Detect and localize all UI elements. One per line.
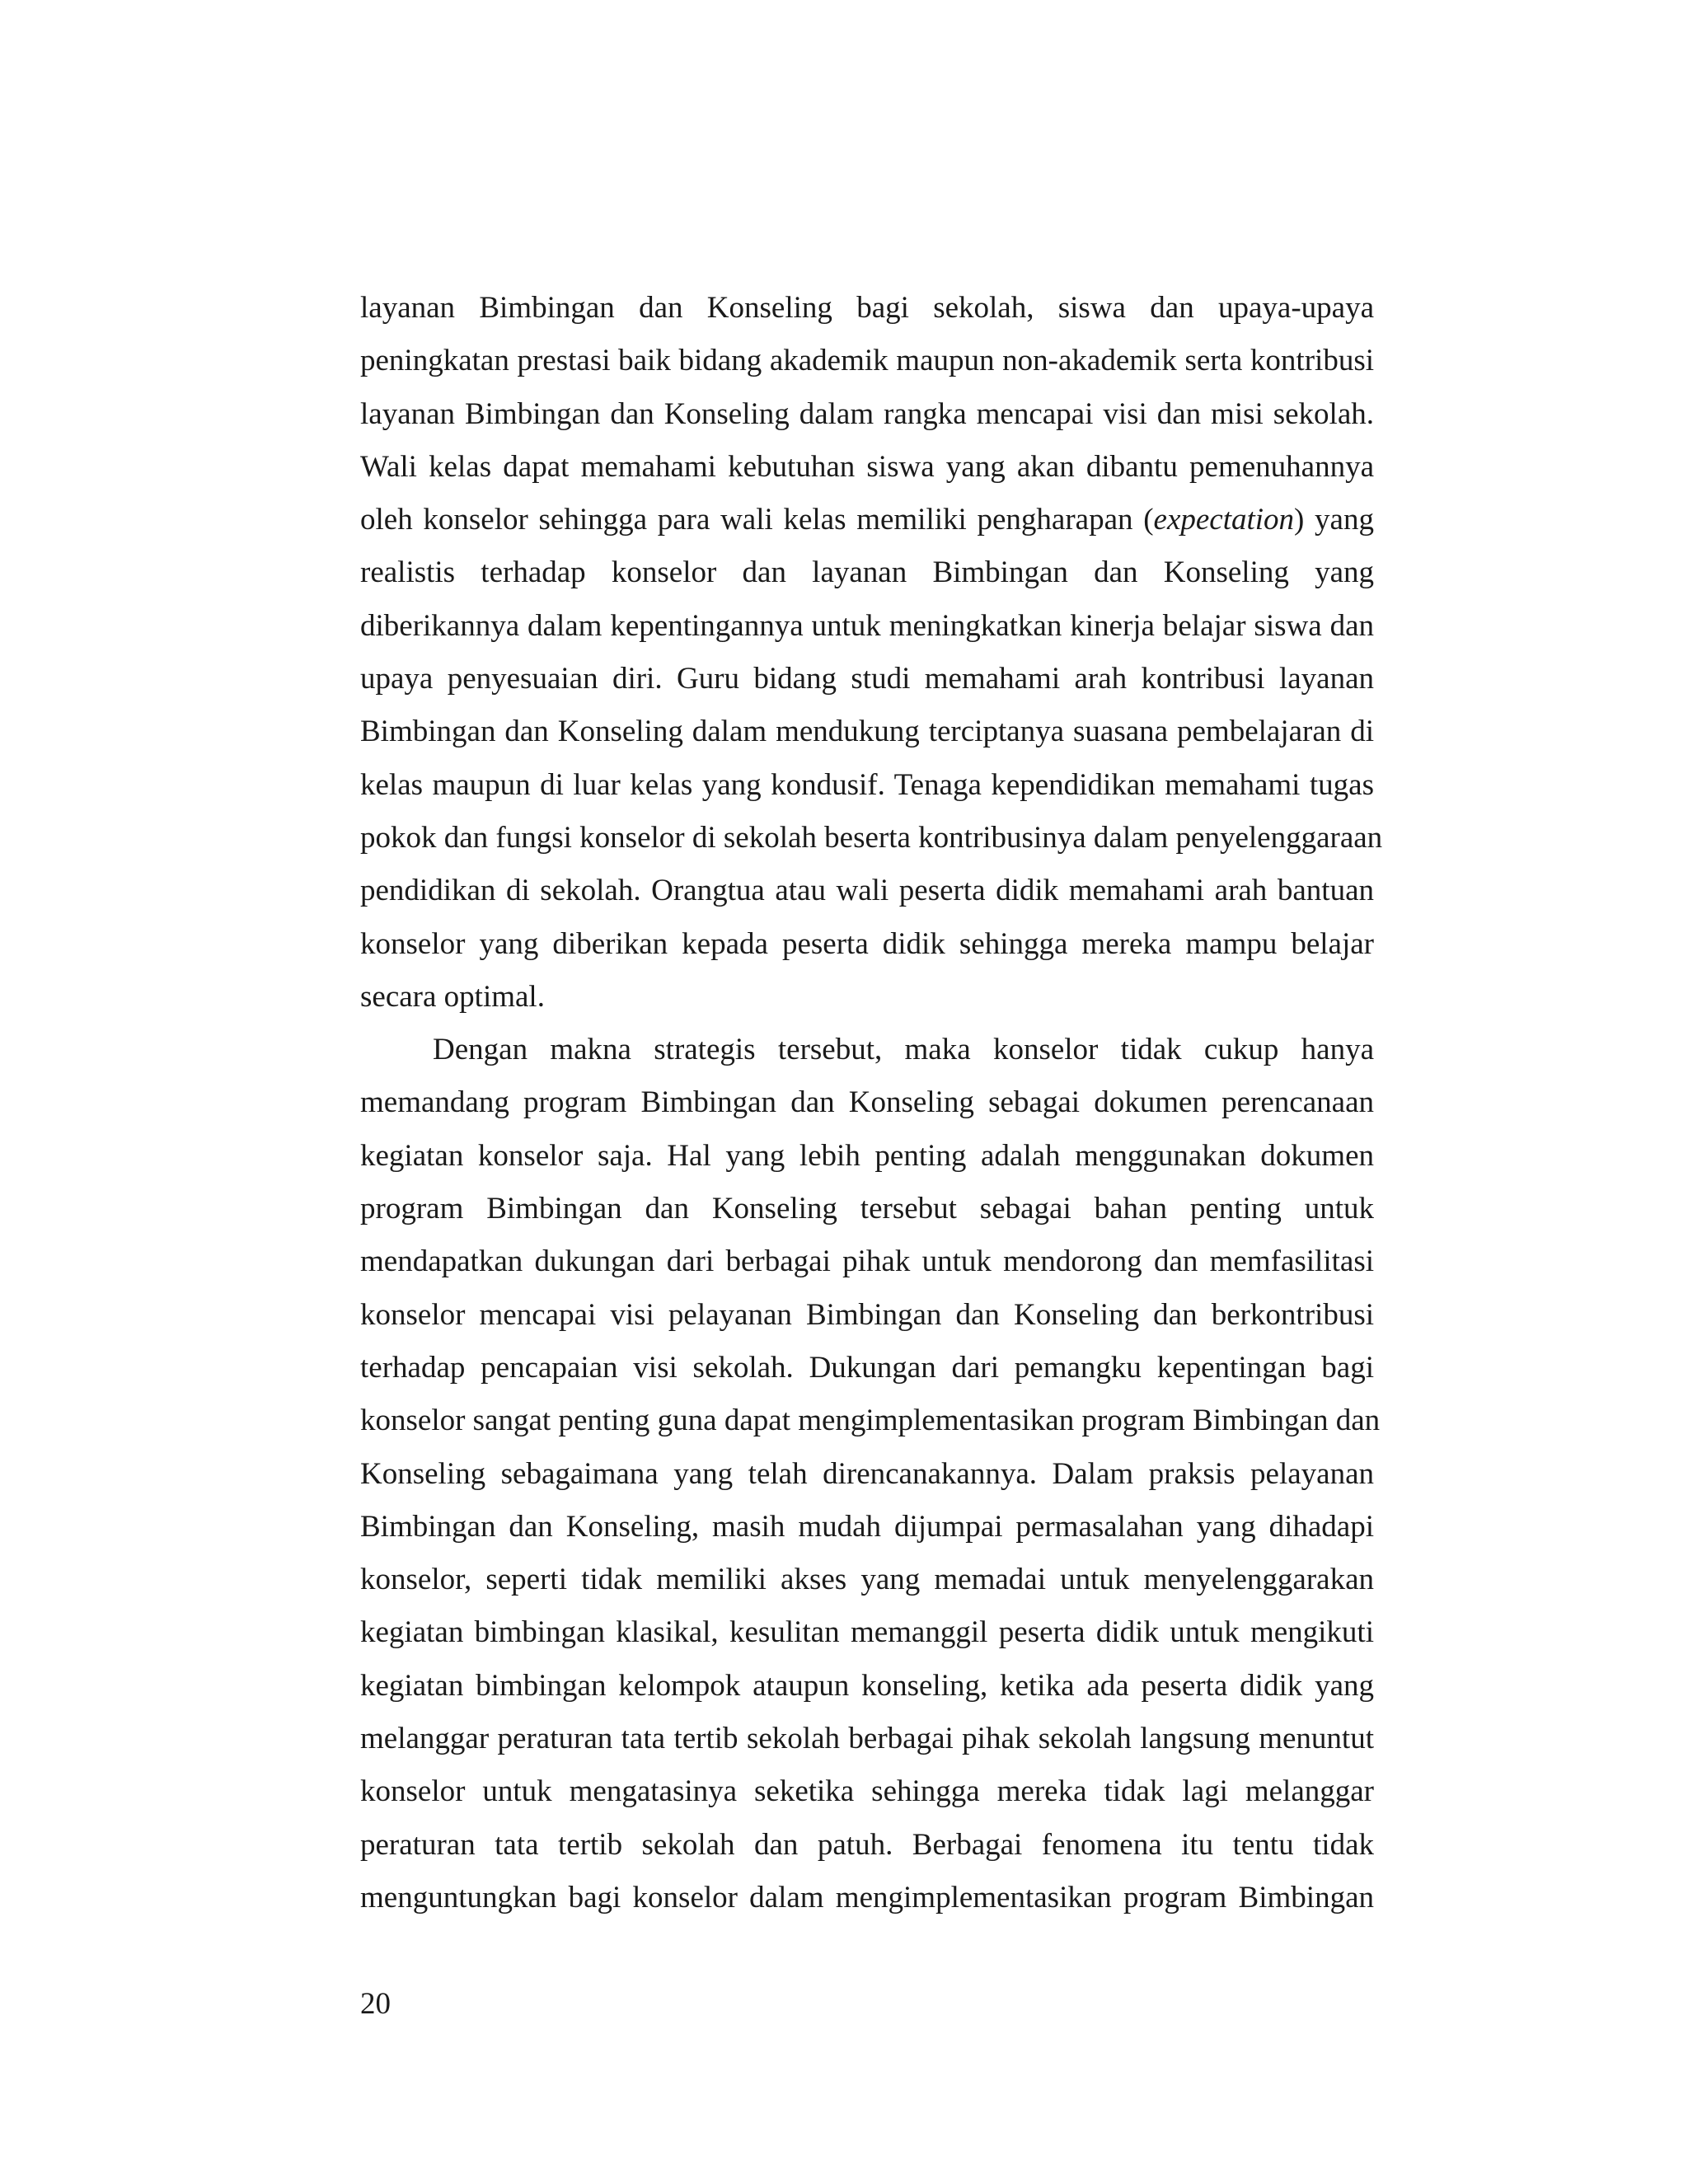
text-line-part: ) yang: [1294, 503, 1374, 537]
text-line: konselor sangat penting guna dapat mengimplementasikan program Bimbingan dan: [360, 1404, 1381, 1438]
text-line: pokok dan fungsi konselor di sekolah beserta kontribusinya dalam penyelenggaraan: [360, 820, 1383, 855]
text-line: terhadap pencapaian visi sekolah. Dukungan dari pemangku kepentingan bagi: [360, 1350, 1374, 1385]
text-line: Wali kelas dapat memahami kebutuhan siswa yang akan dibantu pemenuhannya: [360, 449, 1374, 484]
paragraph-1: [360, 282, 1383, 1024]
text-line: menguntungkan bagi konselor dalam mengimplementasikan program Bimbingan: [360, 1880, 1374, 1915]
text-line: realistis terhadap konselor dan layanan Bimbingan dan Konseling yang: [360, 555, 1374, 590]
text-line: konselor, seperti tidak memiliki akses yang memadai untuk menyelenggarakan: [360, 1563, 1374, 1597]
text-line: kegiatan bimbingan kelompok ataupun konseling, ketika ada peserta didik yang: [360, 1668, 1374, 1703]
text-line: [360, 494, 1374, 546]
text-line: upaya penyesuaian diri. Guru bidang studi memahami arah kontribusi layanan: [360, 662, 1374, 696]
text-line: Dengan makna strategis tersebut, maka konselor tidak cukup hanya: [433, 1033, 1374, 1067]
text-line: peningkatan prestasi baik bidang akademik maupun non-akademik serta kontribusi: [360, 344, 1374, 378]
text-line: pendidikan di sekolah. Orangtua atau wali peserta didik memahami arah bantuan: [360, 874, 1374, 908]
text-line: program Bimbingan dan Konseling tersebut sebagai bahan penting untuk: [360, 1192, 1374, 1226]
text-line: konselor yang diberikan kepada peserta didik sehingga mereka mampu belajar: [360, 926, 1374, 961]
text-line: diberikannya dalam kepentingannya untuk meningkatkan kinerja belajar siswa dan: [360, 608, 1374, 643]
text-line: konselor mencapai visi pelayanan Bimbingan dan Konseling dan berkontribusi: [360, 1297, 1374, 1332]
text-line: mendapatkan dukungan dari berbagai pihak untuk mendorong dan memfasilitasi: [360, 1244, 1374, 1279]
paragraph-2: [360, 1024, 1381, 1924]
text-line-part: oleh konselor sehingga para wali kelas memiliki pengharapan (: [360, 503, 1154, 537]
text-line: Bimbingan dan Konseling, masih mudah dijumpai permasalahan yang dihadapi: [360, 1509, 1374, 1544]
text-line: peraturan tata tertib sekolah dan patuh. Berbagai fenomena itu tentu tidak: [360, 1827, 1374, 1862]
text-line: secara optimal.: [360, 979, 545, 1014]
text-line: Bimbingan dan Konseling dalam mendukung terciptanya suasana pembelajaran di: [360, 715, 1374, 749]
text-line: kegiatan konselor saja. Hal yang lebih penting adalah menggunakan dokumen: [360, 1138, 1374, 1173]
text-line: melanggar peraturan tata tertib sekolah berbagai pihak sekolah langsung menuntut: [360, 1722, 1374, 1756]
italic-term: expectation: [1153, 503, 1295, 537]
text-line: layanan Bimbingan dan Konseling bagi sekolah, siswa dan upaya-upaya: [360, 291, 1374, 325]
page-number: 20: [360, 1987, 391, 2021]
text-line: memandang program Bimbingan dan Konseling sebagai dokumen perencanaan: [360, 1085, 1374, 1120]
body-text: [360, 282, 1383, 1924]
text-line: kegiatan bimbingan klasikal, kesulitan memanggil peserta didik untuk mengikuti: [360, 1615, 1374, 1650]
text-line: layanan Bimbingan dan Konseling dalam rangka mencapai visi dan misi sekolah.: [360, 396, 1374, 431]
text-line: konselor untuk mengatasinya seketika sehingga mereka tidak lagi melanggar: [360, 1774, 1374, 1809]
text-line: kelas maupun di luar kelas yang kondusif. Tenaga kependidikan memahami tugas: [360, 767, 1374, 802]
text-line: Konseling sebagaimana yang telah direncanakannya. Dalam praksis pelayanan: [360, 1456, 1374, 1491]
